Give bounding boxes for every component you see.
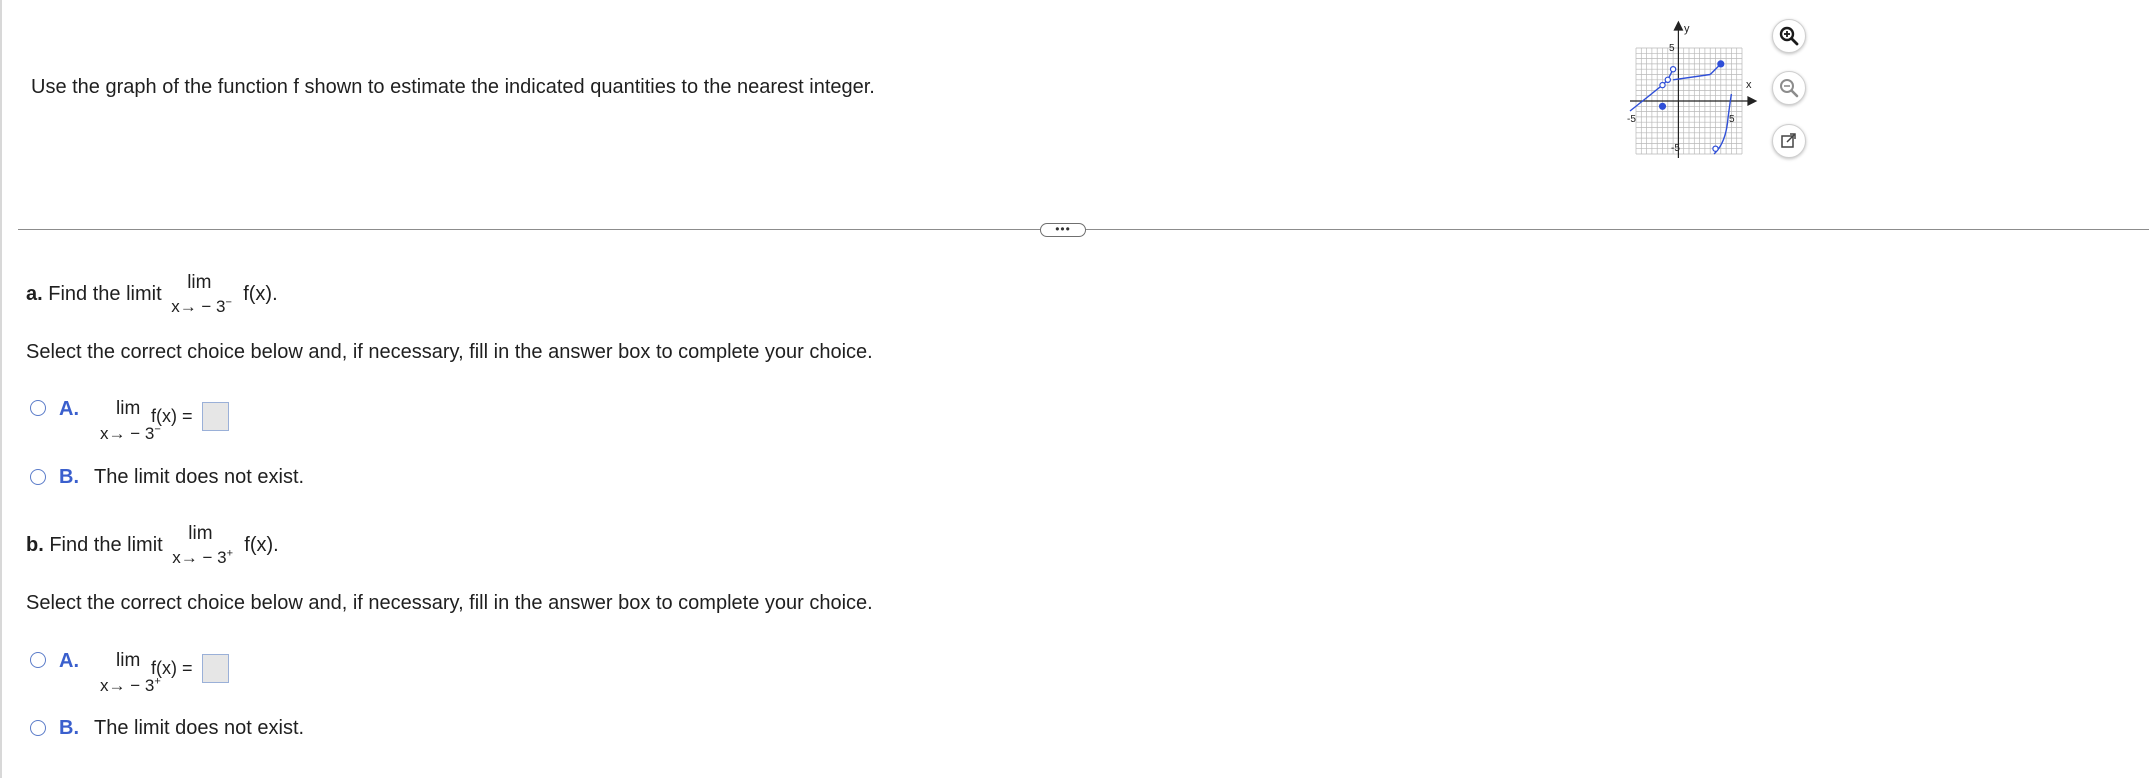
lim-word: lim [187, 272, 212, 293]
lim-subscript: x→ − 3+ [172, 547, 234, 567]
part-b-limit-expr [172, 523, 242, 567]
zoom-out-icon [1779, 78, 1799, 98]
left-border [0, 0, 2, 778]
part-b-label: b. [26, 534, 44, 556]
choice-letter: A. [59, 398, 79, 420]
external-link-icon [1780, 132, 1798, 150]
function-curve [1630, 64, 1731, 154]
x-tick-label-neg: -5 [1627, 114, 1636, 125]
part-a-prompt: Find the limit [48, 283, 162, 305]
x-axis-label: x [1746, 79, 1752, 91]
part-a-choice-a-radio[interactable] [30, 400, 46, 416]
part-a-answer-box[interactable] [202, 402, 229, 431]
choice-limit-expr: lim x→ − 3− [100, 398, 161, 443]
choice-fx: f(x) = [151, 658, 193, 678]
choice-fx: f(x) = [151, 406, 193, 426]
function-graph-thumbnail[interactable] [1626, 18, 1768, 160]
part-a-label: a. [26, 283, 43, 305]
choice-text: The limit does not exist. [94, 717, 305, 739]
y-axis-label: y [1684, 23, 1690, 35]
part-a-limit-expr [171, 272, 241, 316]
part-a-choice-a[interactable] [30, 398, 330, 443]
part-b-question [26, 523, 279, 567]
part-b-choice-b-radio[interactable] [30, 720, 46, 736]
popout-button[interactable] [1772, 124, 1806, 158]
part-b-choice-a[interactable] [30, 650, 330, 695]
part-b-prompt: Find the limit [49, 534, 163, 556]
choice-letter: B. [59, 717, 79, 739]
divider-resize-handle[interactable] [1040, 223, 1086, 237]
choice-text: The limit does not exist. [94, 466, 305, 488]
part-b-choice-a-radio[interactable] [30, 652, 46, 668]
part-b-instructions: Select the correct choice below and, if necessary, fill in the answer box to complete your choice. [26, 592, 873, 614]
choice-limit-expr: lim x→ − 3+ [100, 650, 161, 695]
part-b-choice-b[interactable] [30, 717, 330, 743]
lim-word: lim [188, 523, 213, 544]
part-b-answer-box[interactable] [202, 654, 229, 683]
x-tick-label-pos: 5 [1729, 114, 1735, 125]
part-a-choice-b-radio[interactable] [30, 469, 46, 485]
part-a-fx: f(x). [243, 283, 278, 305]
part-b-fx: f(x). [244, 534, 279, 556]
part-a-question [26, 272, 278, 316]
zoom-out-button[interactable] [1772, 71, 1806, 105]
part-a-instructions: Select the correct choice below and, if necessary, fill in the answer box to complete your choice. [26, 341, 873, 363]
choice-letter: B. [59, 466, 79, 488]
instructions-text: Use the graph of the function f shown to estimate the indicated quantities to the nearest integer. [31, 76, 875, 98]
graph-axes [1630, 22, 1756, 158]
divider-handle-dots: ••• [1055, 221, 1071, 236]
lim-subscript: x→ − 3− [171, 296, 232, 316]
y-tick-label-pos: 5 [1669, 43, 1675, 54]
choice-letter: A. [59, 650, 79, 672]
y-tick-label-neg: -5 [1671, 143, 1680, 154]
zoom-in-button[interactable] [1772, 19, 1806, 53]
part-a-choice-b[interactable] [30, 466, 330, 492]
zoom-in-icon [1779, 26, 1799, 46]
